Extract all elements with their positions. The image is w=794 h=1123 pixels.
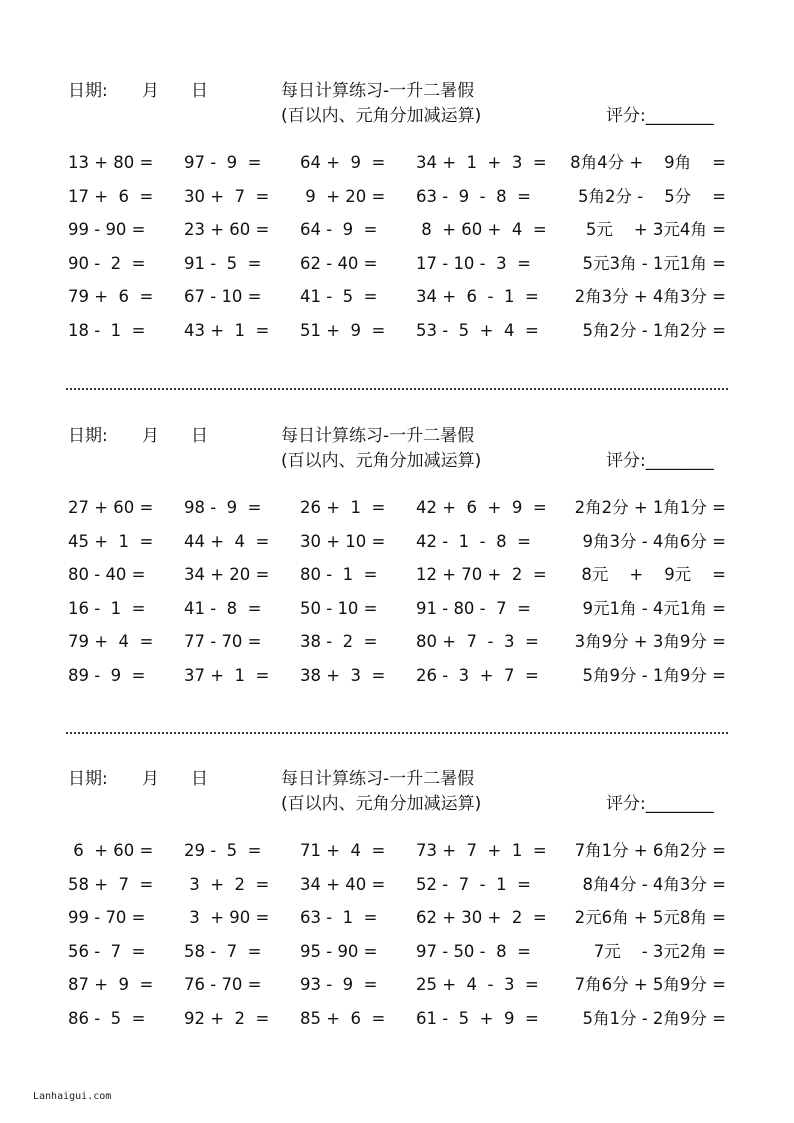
arithmetic-problem: 97 - 50 - 8 = — [416, 941, 531, 961]
arithmetic-problem: 25 + 4 - 3 = — [416, 975, 539, 995]
worksheet-section — [0, 425, 794, 745]
problem-row — [0, 219, 794, 253]
arithmetic-problem: 6 + 60 = — [68, 841, 154, 860]
arithmetic-problem: 87 + 9 = — [68, 975, 154, 995]
arithmetic-problem: 38 - 2 = — [300, 632, 378, 652]
month-label: 月 — [142, 426, 159, 446]
arithmetic-problem: 77 - 70 = — [184, 632, 262, 652]
arithmetic-problem: 90 - 2 = — [68, 253, 146, 273]
problem-row — [0, 941, 794, 975]
problem-row — [0, 320, 794, 354]
arithmetic-problem: 42 - 1 - 8 = — [416, 531, 531, 551]
arithmetic-problem: 34 + 40 = — [300, 874, 386, 894]
arithmetic-problem: 43 + 1 = — [184, 320, 270, 340]
section-divider — [66, 388, 728, 390]
arithmetic-problem: 34 + 20 = — [184, 565, 270, 585]
arithmetic-problem: 91 - 5 = — [184, 253, 262, 273]
section-divider — [66, 732, 728, 734]
arithmetic-problem: 27 + 60 = — [68, 498, 154, 517]
problem-row — [0, 974, 794, 1008]
money-problem: 5角2分 - 1角2分 = — [582, 320, 726, 340]
score-field: 评分:________ — [606, 451, 714, 471]
arithmetic-problem: 30 + 7 = — [184, 186, 270, 206]
arithmetic-problem: 45 + 1 = — [68, 531, 154, 551]
arithmetic-problem: 67 - 10 = — [184, 287, 262, 307]
money-problem: 2角3分 + 4角3分 = — [574, 287, 726, 307]
arithmetic-problem: 73 + 7 + 1 = — [416, 841, 547, 860]
problem-row — [0, 840, 794, 874]
problem-row — [0, 152, 794, 186]
money-problem: 5角1分 - 2角9分 = — [582, 1008, 726, 1028]
month-label: 月 — [142, 81, 159, 101]
problem-row — [0, 907, 794, 941]
arithmetic-problem: 79 + 6 = — [68, 287, 154, 307]
money-problem: 2元6角 + 5元8角 = — [574, 908, 726, 928]
arithmetic-problem: 16 - 1 = — [68, 598, 146, 618]
worksheet-title: 每日计算练习-一升二暑假 — [281, 81, 475, 101]
arithmetic-problem: 63 - 1 = — [300, 908, 378, 928]
arithmetic-problem: 44 + 4 = — [184, 531, 270, 551]
problem-grid — [0, 152, 794, 354]
money-problem: 9角3分 - 4角6分 = — [582, 531, 726, 551]
arithmetic-problem: 62 - 40 = — [300, 253, 378, 273]
arithmetic-problem: 18 - 1 = — [68, 320, 146, 340]
arithmetic-problem: 23 + 60 = — [184, 220, 270, 240]
arithmetic-problem: 13 + 80 = — [68, 153, 154, 172]
problem-row — [0, 253, 794, 287]
arithmetic-problem: 29 - 5 = — [184, 841, 262, 860]
worksheet-section — [0, 768, 794, 1088]
problem-row — [0, 665, 794, 699]
arithmetic-problem: 12 + 70 + 2 = — [416, 565, 547, 585]
score-field: 评分:________ — [606, 794, 714, 814]
arithmetic-problem: 3 + 90 = — [184, 908, 270, 928]
arithmetic-problem: 41 - 8 = — [184, 598, 262, 618]
arithmetic-problem: 56 - 7 = — [68, 941, 146, 961]
footer-site: Lanhaigui.com — [33, 1091, 112, 1102]
arithmetic-problem: 58 + 7 = — [68, 874, 154, 894]
problem-row — [0, 631, 794, 665]
arithmetic-problem: 95 - 90 = — [300, 941, 378, 961]
arithmetic-problem: 76 - 70 = — [184, 975, 262, 995]
worksheet-subtitle: (百以内、元角分加减运算) — [281, 794, 482, 814]
arithmetic-problem: 79 + 4 = — [68, 632, 154, 652]
date-label: 日期: — [68, 769, 108, 789]
arithmetic-problem: 37 + 1 = — [184, 665, 270, 685]
arithmetic-problem: 30 + 10 = — [300, 531, 386, 551]
arithmetic-problem: 17 - 10 - 3 = — [416, 253, 531, 273]
money-problem: 7元 - 3元2角 = — [593, 941, 726, 961]
arithmetic-problem: 38 + 3 = — [300, 665, 386, 685]
arithmetic-problem: 26 - 3 + 7 = — [416, 665, 539, 685]
arithmetic-problem: 61 - 5 + 9 = — [416, 1008, 539, 1028]
date-label: 日期: — [68, 426, 108, 446]
month-label: 月 — [142, 769, 159, 789]
arithmetic-problem: 91 - 80 - 7 = — [416, 598, 531, 618]
worksheet-title: 每日计算练习-一升二暑假 — [281, 426, 475, 446]
money-problem: 5元3角 - 1元1角 = — [582, 253, 726, 273]
arithmetic-problem: 8 + 60 + 4 = — [416, 220, 547, 240]
problem-grid — [0, 840, 794, 1042]
arithmetic-problem: 85 + 6 = — [300, 1008, 386, 1028]
arithmetic-problem: 17 + 6 = — [68, 186, 154, 206]
money-problem: 5角9分 - 1角9分 = — [582, 665, 726, 685]
arithmetic-problem: 86 - 5 = — [68, 1008, 146, 1028]
money-problem: 8角4分 - 4角3分 = — [582, 874, 726, 894]
arithmetic-problem: 99 - 90 = — [68, 220, 146, 240]
day-label: 日 — [191, 769, 208, 789]
arithmetic-problem: 89 - 9 = — [68, 665, 146, 685]
money-problem: 8角4分 + 9角 = — [570, 153, 726, 172]
problem-row — [0, 874, 794, 908]
arithmetic-problem: 41 - 5 = — [300, 287, 378, 307]
money-problem: 5角2分 - 5分 = — [578, 186, 726, 206]
money-problem: 2角2分 + 1角1分 = — [574, 498, 726, 517]
day-label: 日 — [191, 81, 208, 101]
worksheet-section — [0, 80, 794, 400]
problem-row — [0, 564, 794, 598]
problem-row — [0, 1008, 794, 1042]
arithmetic-problem: 34 + 1 + 3 = — [416, 153, 547, 172]
arithmetic-problem: 64 + 9 = — [300, 153, 386, 172]
problem-row — [0, 598, 794, 632]
money-problem: 7角6分 + 5角9分 = — [574, 975, 726, 995]
worksheet-subtitle: (百以内、元角分加减运算) — [281, 451, 482, 471]
arithmetic-problem: 80 + 7 - 3 = — [416, 632, 539, 652]
money-problem: 8元 + 9元 = — [581, 565, 726, 585]
arithmetic-problem: 71 + 4 = — [300, 841, 386, 860]
arithmetic-problem: 3 + 2 = — [184, 874, 270, 894]
arithmetic-problem: 51 + 9 = — [300, 320, 386, 340]
arithmetic-problem: 58 - 7 = — [184, 941, 262, 961]
arithmetic-problem: 42 + 6 + 9 = — [416, 498, 547, 517]
problem-row — [0, 186, 794, 220]
arithmetic-problem: 26 + 1 = — [300, 498, 386, 517]
arithmetic-problem: 80 - 40 = — [68, 565, 146, 585]
problem-grid — [0, 497, 794, 699]
arithmetic-problem: 80 - 1 = — [300, 565, 378, 585]
arithmetic-problem: 9 + 20 = — [300, 186, 386, 206]
arithmetic-problem: 53 - 5 + 4 = — [416, 320, 539, 340]
worksheet-subtitle: (百以内、元角分加减运算) — [281, 106, 482, 126]
money-problem: 9元1角 - 4元1角 = — [582, 598, 726, 618]
arithmetic-problem: 99 - 70 = — [68, 908, 146, 928]
score-field: 评分:________ — [606, 106, 714, 126]
problem-row — [0, 531, 794, 565]
arithmetic-problem: 52 - 7 - 1 = — [416, 874, 531, 894]
money-problem: 3角9分 + 3角9分 = — [574, 632, 726, 652]
arithmetic-problem: 93 - 9 = — [300, 975, 378, 995]
arithmetic-problem: 34 + 6 - 1 = — [416, 287, 539, 307]
arithmetic-problem: 63 - 9 - 8 = — [416, 186, 531, 206]
money-problem: 5元 + 3元4角 = — [585, 220, 726, 240]
arithmetic-problem: 98 - 9 = — [184, 498, 262, 517]
problem-row — [0, 497, 794, 531]
arithmetic-problem: 92 + 2 = — [184, 1008, 270, 1028]
worksheet-title: 每日计算练习-一升二暑假 — [281, 769, 475, 789]
arithmetic-problem: 50 - 10 = — [300, 598, 378, 618]
money-problem: 7角1分 + 6角2分 = — [574, 841, 726, 860]
arithmetic-problem: 62 + 30 + 2 = — [416, 908, 547, 928]
problem-row — [0, 286, 794, 320]
date-label: 日期: — [68, 81, 108, 101]
arithmetic-problem: 97 - 9 = — [184, 153, 262, 172]
day-label: 日 — [191, 426, 208, 446]
arithmetic-problem: 64 - 9 = — [300, 220, 378, 240]
